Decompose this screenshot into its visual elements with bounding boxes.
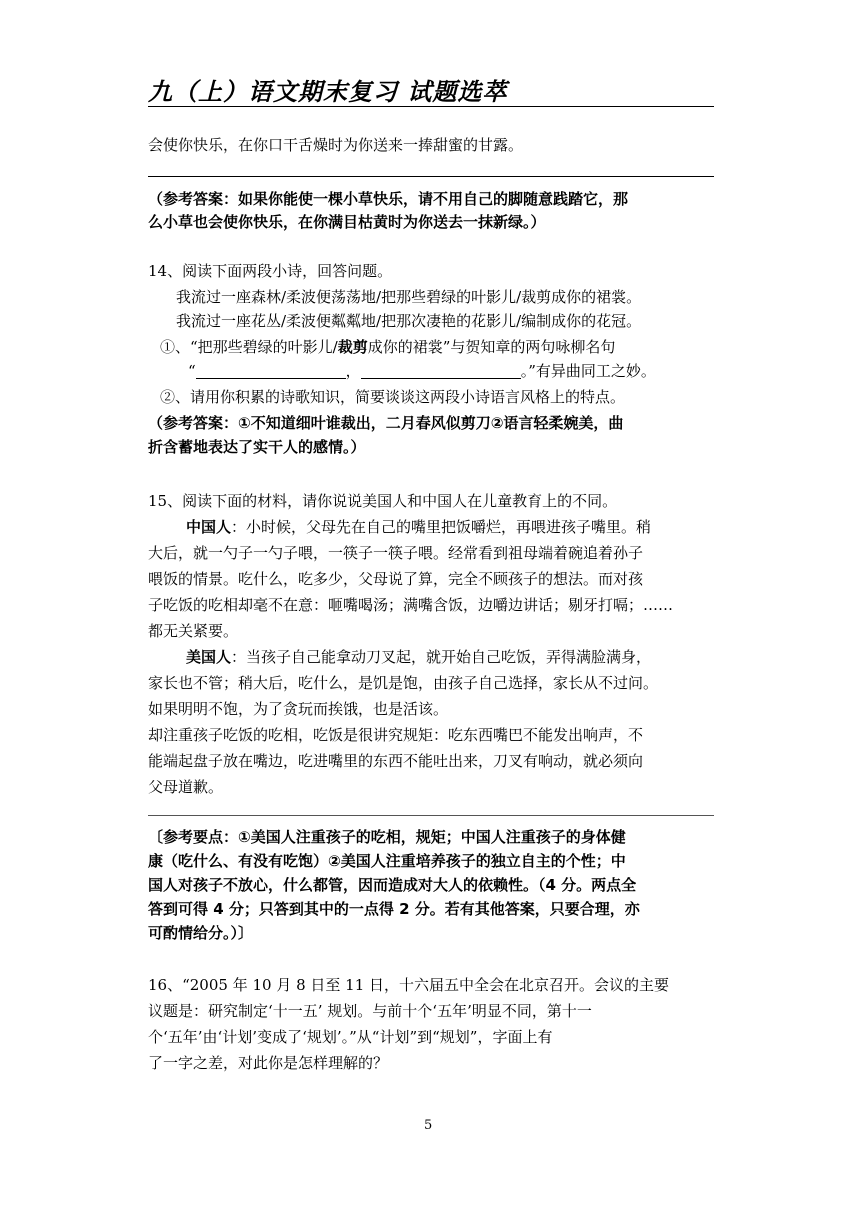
q14-sub1-text-b: 成你的裙裳”与贺知章的两句咏柳名句 <box>367 338 616 356</box>
q15-cn-label: 中国人 <box>186 518 232 536</box>
q15-answer-line-5: 可酌情给分。）〕 <box>148 924 254 942</box>
q14-blank-2[interactable] <box>361 362 521 379</box>
q14-sub1 <box>160 336 615 357</box>
q14-open-quote: “ <box>188 362 196 380</box>
q14-sub2: ②、请用你积累的诗歌知识，简要谈谈这两段小诗语言风格上的特点。 <box>160 388 626 406</box>
q13-tail: 会使你快乐，在你口干舌燥时为你送来一捧甜蜜的甘露。 <box>148 136 524 154</box>
q15-us-text: ：当孩子自己能拿动刀叉起，就开始自己吃饭，弄得满脸满身， <box>231 648 652 666</box>
q14-blank-1[interactable] <box>196 362 346 379</box>
q14-poem-line-2: 我流过一座花丛/柔波便粼粼地/把那次凄艳的花影儿/编制成你的花冠。 <box>176 312 642 330</box>
q15-us-line-4: 却注重孩子吃饭的吃相，吃饭是很讲究规矩：吃东西嘴巴不能发出响声，不 <box>148 726 644 744</box>
q14-sub1-bold: 裁剪 <box>337 338 368 356</box>
q14-comma: ， <box>345 362 361 380</box>
q15-answer-line-2: 康（吃什么、有没有吃饱）②美国人注重培养孩子的独立自主的个性；中 <box>148 852 626 870</box>
page-header <box>148 72 714 107</box>
q14-close-quote: 。”有异曲同工之妙。 <box>520 362 656 380</box>
q14-answer-line-2: 折含蓄地表达了实干人的感情。） <box>148 438 366 456</box>
q14-blanks-line <box>188 360 656 381</box>
q15-answer-line-3: 国人对孩子不放心，什么都管，因而造成对大人的依赖性。（4 分。两点全 <box>148 876 637 894</box>
q15-answer-line-4: 答到可得 4 分；只答到其中的一点得 2 分。若有其他答案，只要合理，亦 <box>148 900 640 918</box>
q15-us-line-1 <box>186 646 651 667</box>
answer-rule <box>148 176 714 177</box>
q14-prompt: 14、阅读下面两段小诗，回答问题。 <box>148 262 393 280</box>
q13-answer-line-2: 么小草也会使你快乐，在你满目枯黄时为你送去一抹新绿。） <box>148 213 546 231</box>
q16-line-1: 16、“2005 年 10 月 8 日至 11 日，十六届五中全会在北京召开。会议的主要 <box>148 976 670 994</box>
q15-us-line-5: 能端起盘子放在嘴边，吃进嘴里的东西不能吐出来，刀叉有响动，就必须向 <box>148 752 644 770</box>
page-number: 5 <box>424 1118 433 1133</box>
header-title: 九（上）语文期末复习 试题选萃 <box>148 78 508 106</box>
q14-poem-line-1: 我流过一座森林/柔波便荡荡地/把那些碧绿的叶影儿/裁剪成你的裙裳。 <box>176 288 642 306</box>
answer-rule-2 <box>148 815 714 816</box>
q15-us-line-2: 家长也不管；稍大后，吃什么，是饥是饱，由孩子自己选择，家长从不过问。 <box>148 674 659 692</box>
q16-line-2: 议题是：研究制定‘十一五’ 规划。与前十个‘五年’明显不同，第十一 <box>148 1002 592 1020</box>
q16-line-3: 个‘五年’由‘计划’变成了‘规划’。”从“计划”到“规划”，字面上有 <box>148 1028 553 1046</box>
q15-cn-line-1 <box>186 516 651 537</box>
q15-prompt: 15、阅读下面的材料，请你说说美国人和中国人在儿童教育上的不同。 <box>148 492 618 510</box>
q15-answer-line-1: 〔参考要点：①美国人注重孩子的吃相，规矩；中国人注重孩子的身体健 <box>148 828 626 846</box>
q15-cn-line-5: 都无关紧要。 <box>148 622 239 640</box>
q15-cn-line-4: 子吃饭的吃相却毫不在意：咂嘴喝汤；满嘴含饭，边嚼边讲话；剔牙打嗝；…… <box>148 596 674 614</box>
q15-cn-text: ：小时候，父母先在自己的嘴里把饭嚼烂，再喂进孩子嘴里。稍 <box>231 518 652 536</box>
q14-answer-line-1: （参考答案：①不知道细叶谁裁出，二月春风似剪刀②语言轻柔婉美，曲 <box>148 414 624 432</box>
q15-cn-line-3: 喂饭的情景。吃什么，吃多少，父母说了算，完全不顾孩子的想法。而对孩 <box>148 570 644 588</box>
q15-us-line-6: 父母道歉。 <box>148 778 224 796</box>
q16-line-4: 了一字之差，对此你是怎样理解的？ <box>148 1054 389 1072</box>
q13-answer-line-1: （参考答案：如果你能使一棵小草快乐，请不用自己的脚随意践踏它，那 <box>148 190 629 208</box>
q15-us-label: 美国人 <box>186 648 232 666</box>
q15-us-line-3: 如果明明不饱，为了贪玩而挨饿，也是活该。 <box>148 700 449 718</box>
q14-sub1-text-a: ①、“把那些碧绿的叶影儿/ <box>160 338 338 356</box>
q15-cn-line-2: 大后，就一勺子一勺子喂，一筷子一筷子喂。经常看到祖母端着碗追着孙子 <box>148 544 644 562</box>
